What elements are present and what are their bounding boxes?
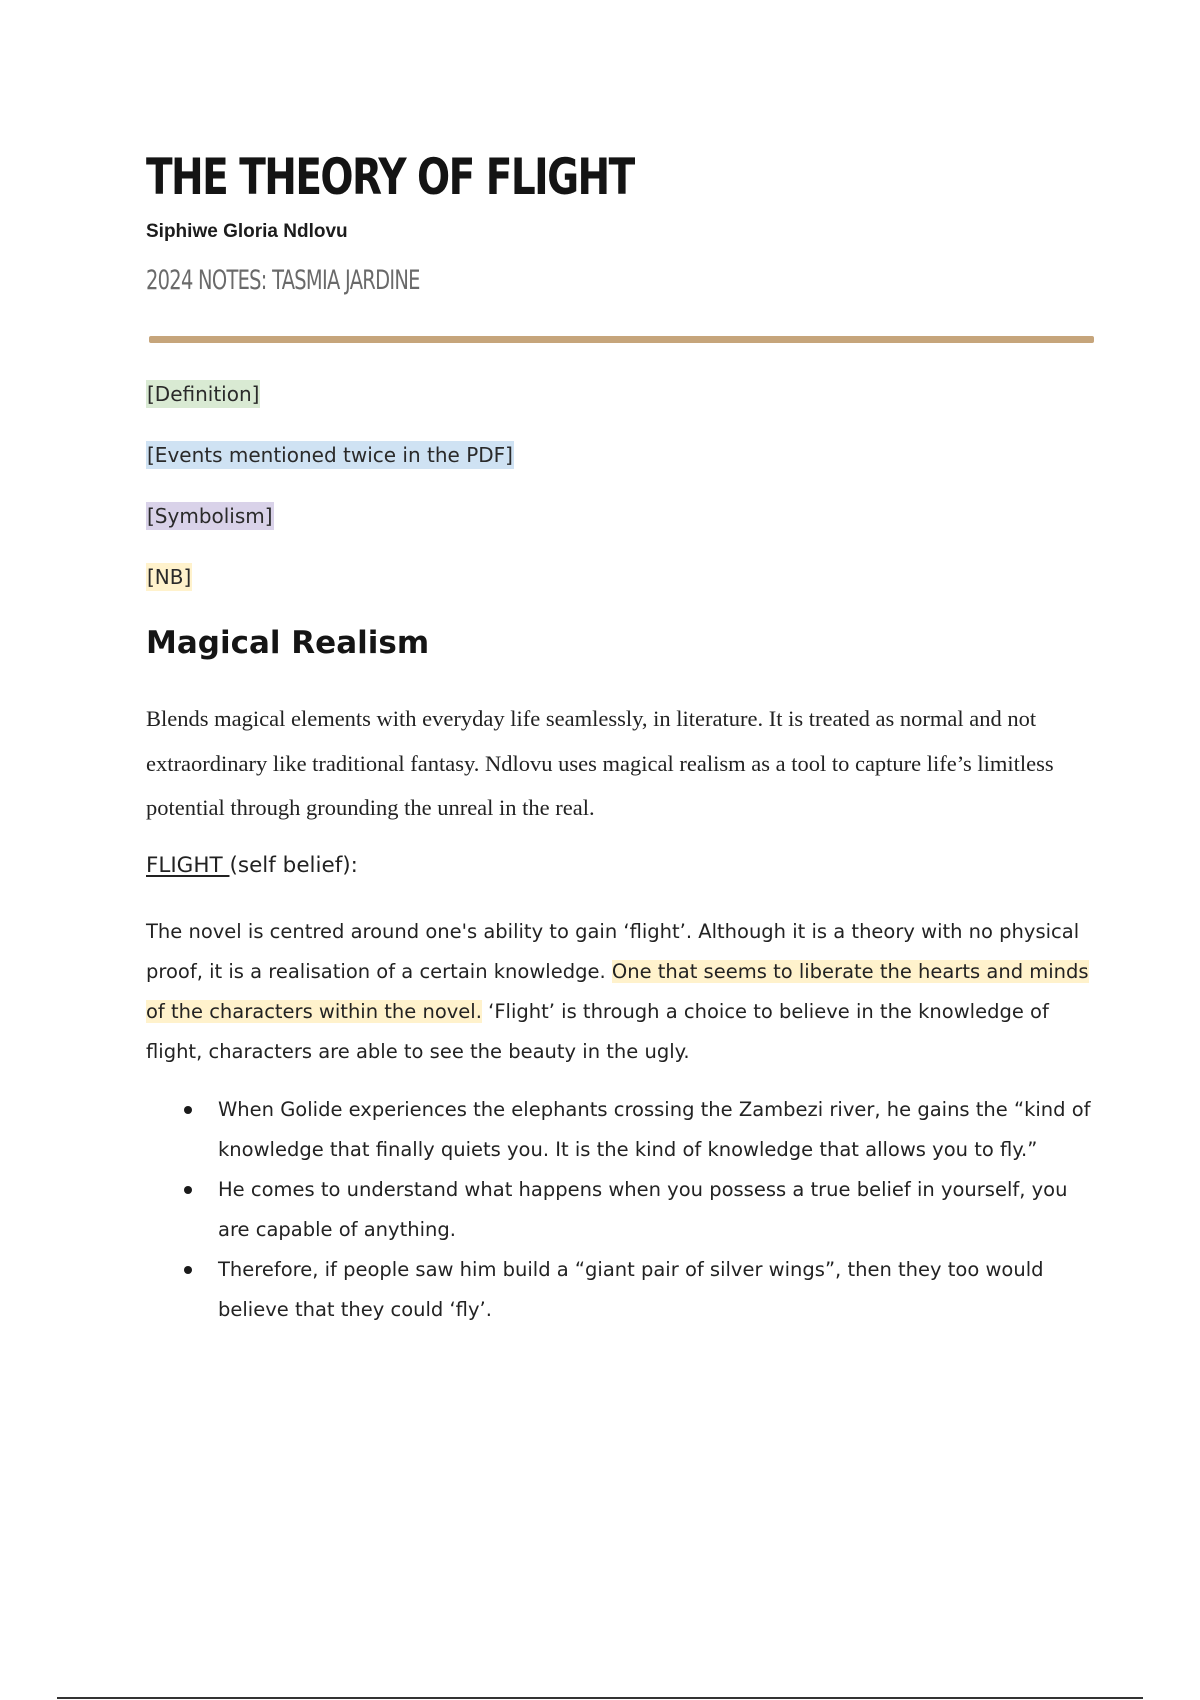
list-item-text: He comes to understand what happens when you possess a true belief in yourself, you are capable of anything. bbox=[218, 1178, 1068, 1241]
section-heading: Magical Realism bbox=[146, 625, 430, 661]
flight-label: FLIGHT bbox=[146, 853, 230, 878]
intro-paragraph: Blends magical elements with everyday life seamlessly, in literature. It is treated as normal and not extraordinary like traditional fantasy. Ndlovu uses magical realism as a tool to capture life’s limitless potential through grounding the unreal in the real. bbox=[146, 706, 1054, 820]
list-item-text: Therefore, if people saw him build a “giant pair of silver wings”, then they too would believe that they could ‘fly’. bbox=[218, 1258, 1044, 1321]
bullet-icon bbox=[184, 1266, 192, 1274]
author-name: Siphiwe Gloria Ndlovu bbox=[146, 221, 348, 242]
legend-symbolism: [Symbolism] bbox=[147, 504, 273, 528]
list-item bbox=[146, 1170, 1094, 1250]
bullet-icon bbox=[184, 1186, 192, 1194]
legend-events: [Events mentioned twice in the PDF] bbox=[147, 443, 513, 467]
notes-byline: 2024 NOTES: TASMIA JARDINE bbox=[146, 265, 420, 296]
paragraph-text-start: The novel is centred around one's ability to gain ‘flight’. Although it is a theory with no physical proof, it is a realisation of a certain knowledge. bbox=[146, 920, 1080, 983]
legend-definition: [Definition] bbox=[147, 382, 260, 406]
nb-highlighted-text: One that seems to liberate the hearts and minds of the characters within the novel. bbox=[146, 960, 1089, 1023]
bullet-icon bbox=[184, 1106, 192, 1114]
list-item-text: When Golide experiences the elephants crossing the Zambezi river, he gains the “kind of knowledge that finally quiets you. It is the kind of knowledge that allows you to fly.” bbox=[218, 1098, 1091, 1161]
header-divider bbox=[149, 336, 1094, 343]
legend-nb: [NB] bbox=[147, 565, 192, 589]
flight-subheading bbox=[146, 851, 358, 881]
page-bottom-divider bbox=[57, 1697, 1143, 1699]
flight-suffix: (self belief): bbox=[229, 853, 358, 878]
document-title: THE THEORY OF FLIGHT bbox=[146, 148, 634, 206]
flight-paragraph bbox=[146, 912, 1094, 1072]
list-item bbox=[146, 1250, 1094, 1330]
bullet-list bbox=[146, 1090, 1094, 1330]
paragraph-text-end: ‘Flight’ is through a choice to believe in the knowledge of flight, characters are able to see the beauty in the ugly. bbox=[146, 1000, 1049, 1063]
list-item bbox=[146, 1090, 1094, 1170]
